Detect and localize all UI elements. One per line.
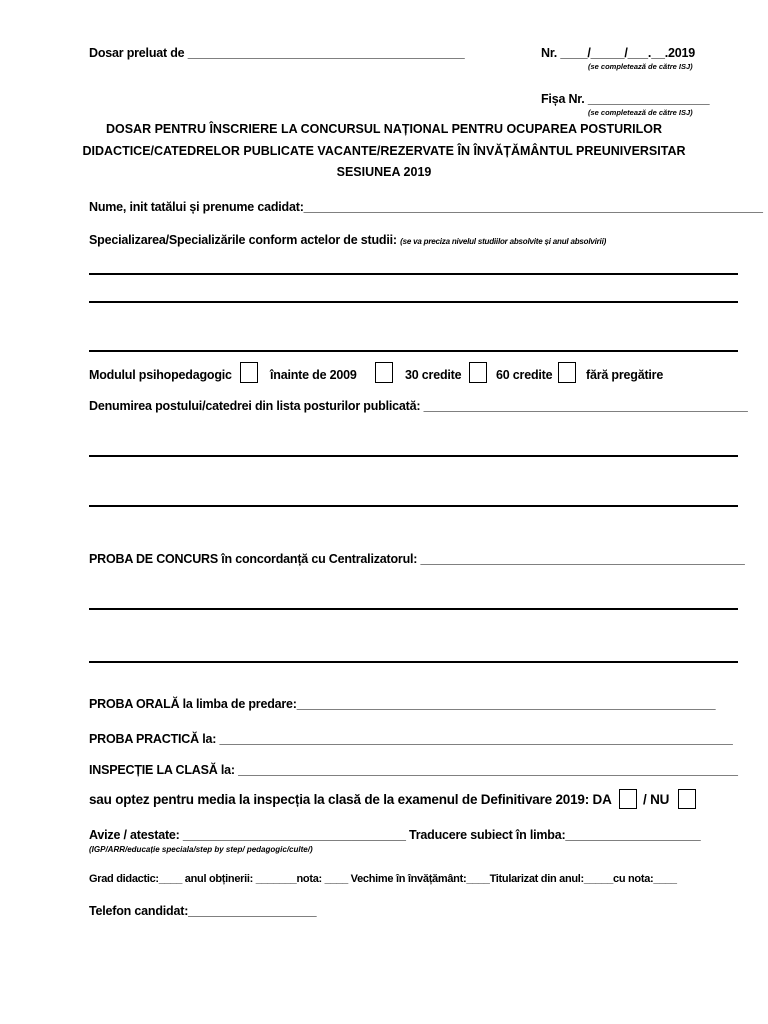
grad-didactic-field[interactable]: Grad didactic:____ anul obținerii: _______nota: ____ Vechime în învățământ:____Titularizat din anul:_____cu nota:____ xyxy=(89,873,677,885)
modulul-opt4-label: fără pregătire xyxy=(586,368,664,382)
proba-concurs-line-1[interactable] xyxy=(89,608,738,610)
proba-practica-field[interactable]: PROBA PRACTICĂ la: ____________________________________________________________________________ xyxy=(89,732,733,746)
avize-note: (IGP/ARR/educație speciala/step by step/ pedagogic/culte/) xyxy=(89,845,313,854)
checkbox-fara-pregatire[interactable] xyxy=(558,362,576,383)
modulul-opt2-label: 30 credite xyxy=(405,368,462,382)
inspectie-field[interactable]: INSPECȚIE LA CLASĂ la: __________________________________________________________________________ xyxy=(89,763,738,777)
specializarea-line-2[interactable] xyxy=(89,301,738,303)
optez-text: sau optez pentru media la inspecția la clasă de la examenul de Definitivare 2019: DA xyxy=(89,792,612,807)
form-title-line2: DIDACTICE/CATEDRELOR PUBLICATE VACANTE/REZERVATE ÎN ÎNVĂȚĂMÂNTUL PREUNIVERSITAR xyxy=(82,144,686,158)
denumirea-line-2[interactable] xyxy=(89,505,738,507)
specializarea-line-3[interactable] xyxy=(89,350,738,352)
checkbox-nu[interactable] xyxy=(678,789,696,809)
nr-field[interactable]: Nr. ____/_____/___.__.2019 xyxy=(541,46,695,60)
checkbox-da[interactable] xyxy=(619,789,637,809)
telefon-field[interactable]: Telefon candidat:___________________ xyxy=(89,904,317,918)
specializarea-text: Specializarea/Specializările conform actelor de studii: xyxy=(89,233,397,247)
denumirea-line-1[interactable] xyxy=(89,455,738,457)
avize-field[interactable]: Avize / atestate: _________________________________ Traducere subiect în limba:____________________ xyxy=(89,828,701,842)
checkbox-30-credite[interactable] xyxy=(375,362,393,383)
optez-nu-text: / NU xyxy=(643,792,670,807)
fisa-note: (se completează de către ISJ) xyxy=(588,108,693,117)
denumirea-field[interactable]: Denumirea postului/catedrei din lista posturilor publicată: ________________________________________________ xyxy=(89,399,748,413)
specializarea-line-1[interactable] xyxy=(89,273,738,275)
proba-orala-field[interactable]: PROBA ORALĂ la limba de predare:______________________________________________________________ xyxy=(89,697,716,711)
form-title-line3: SESIUNEA 2019 xyxy=(336,165,432,179)
nr-note: (se completează de către ISJ) xyxy=(588,62,693,71)
modulul-opt1-label: înainte de 2009 xyxy=(270,368,357,382)
dosar-preluat-field[interactable]: Dosar preluat de _________________________________________ xyxy=(89,46,465,60)
form-title-line1: DOSAR PENTRU ÎNSCRIERE LA CONCURSUL NAȚIONAL PENTRU OCUPAREA POSTURILOR xyxy=(105,122,663,136)
specializarea-label xyxy=(89,232,606,250)
proba-concurs-line-2[interactable] xyxy=(89,661,738,663)
specializarea-note: (se va preciza nivelul studiilor absolvite și anul absolvirii) xyxy=(400,237,607,246)
checkbox-60-credite[interactable] xyxy=(469,362,487,383)
proba-concurs-field[interactable]: PROBA DE CONCURS în concordanță cu Centralizatorul: ________________________________________________ xyxy=(89,552,745,566)
checkbox-inainte-2009[interactable] xyxy=(240,362,258,383)
nume-field[interactable]: Nume, init tatălui și prenume cadidat:____________________________________________________________________ xyxy=(89,200,763,214)
modulul-label: Modulul psihopedagogic xyxy=(89,368,232,382)
fisa-nr-field[interactable]: Fișa Nr. __________________ xyxy=(541,92,710,106)
modulul-opt3-label: 60 credite xyxy=(496,368,553,382)
